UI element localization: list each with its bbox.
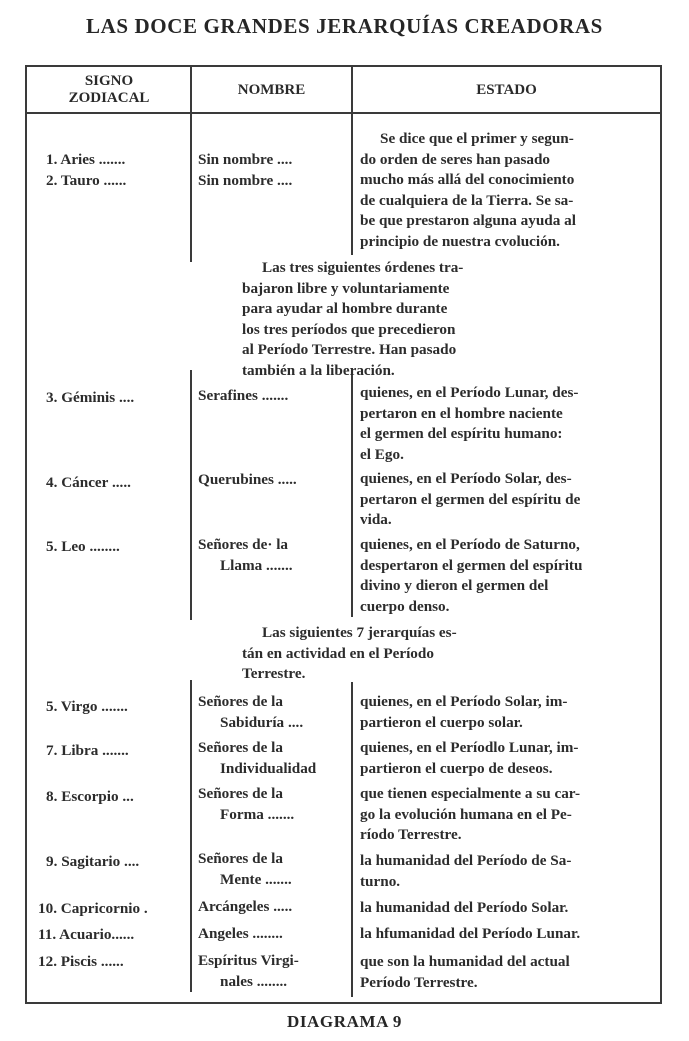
name-acuario bbox=[198, 924, 345, 945]
name-cancer bbox=[198, 470, 345, 491]
sign-acuario: 11. Acuario...... bbox=[38, 926, 135, 943]
state-line: la hfumanidad del Período Lunar. bbox=[360, 925, 581, 942]
state-piscis bbox=[360, 952, 650, 993]
name-line: Mente ....... bbox=[220, 870, 292, 888]
interlude-line: los tres períodos que precedieron bbox=[242, 320, 456, 338]
state-line: la humanidad del Período Solar. bbox=[360, 899, 569, 916]
state-line: de cualquiera de la Tierra. Se sa- bbox=[360, 191, 574, 209]
name-line: Serafines ....... bbox=[198, 387, 289, 404]
interlude-line: Las tres siguientes órdenes tra- bbox=[262, 259, 464, 276]
state-line: quienes, en el Períodlo Lunar, im- bbox=[360, 739, 579, 756]
name-line: Señores de la bbox=[198, 850, 283, 867]
sign-cancer: 4. Cáncer ..... bbox=[46, 474, 131, 491]
name-line: Querubines ..... bbox=[198, 471, 297, 488]
state-line: mucho más allá del conocimiento bbox=[360, 171, 575, 188]
name-line: Señores de la bbox=[198, 785, 283, 802]
state-escorpio bbox=[360, 784, 650, 846]
name-line: Individualidad bbox=[220, 759, 317, 777]
column-divider-1 bbox=[190, 680, 192, 992]
state-line: cuerpo denso. bbox=[360, 597, 450, 615]
name-line: Llama ....... bbox=[220, 556, 293, 574]
table-right-border bbox=[660, 65, 662, 1004]
state-line: quienes, en el Período de Saturno, bbox=[360, 536, 580, 553]
name-line: Señores de la bbox=[198, 693, 283, 710]
name-line: Sabiduría .... bbox=[220, 713, 304, 731]
name-line: Angeles ........ bbox=[198, 925, 283, 942]
header-sign bbox=[28, 73, 190, 107]
state-line: divino y dieron el germen del bbox=[360, 577, 549, 594]
state-libra bbox=[360, 738, 650, 779]
interlude-line: tán en actividad en el Período bbox=[242, 644, 434, 662]
interlude-line: también a la liberación. bbox=[242, 361, 395, 379]
interlude-line: Las siguientes 7 jerarquías es- bbox=[262, 624, 457, 641]
sign-libra: 7. Libra ....... bbox=[46, 742, 129, 759]
column-divider-2 bbox=[351, 682, 353, 997]
sign-piscis: 12. Piscis ...... bbox=[38, 953, 124, 970]
state-cell bbox=[360, 129, 650, 252]
state-line: pertaron en el hombre naciente bbox=[360, 404, 563, 422]
name-capricornio bbox=[198, 897, 345, 918]
state-line: despertaron el germen del espíritu bbox=[360, 556, 583, 574]
name-sagitario bbox=[198, 849, 345, 890]
interlude-line: bajaron libre y voluntariamente bbox=[242, 279, 450, 297]
header-state: ESTADO bbox=[476, 82, 537, 98]
state-line: partieron el cuerpo de deseos. bbox=[360, 759, 553, 777]
state-virgo bbox=[360, 692, 650, 733]
column-divider-2 bbox=[351, 375, 353, 617]
state-line: quienes, en el Período Lunar, des- bbox=[360, 384, 579, 401]
header-sign-line: ZODIACAL bbox=[68, 90, 150, 106]
name-line: Espíritus Virgi- bbox=[198, 952, 299, 969]
state-cancer bbox=[360, 469, 650, 531]
state-line: do orden de seres han pasado bbox=[360, 150, 551, 168]
sign-escorpio: 8. Escorpio ... bbox=[46, 788, 134, 805]
interlude-line: Terrestre. bbox=[242, 665, 306, 682]
interlude-line: para ayudar al hombre durante bbox=[242, 300, 448, 317]
state-line: que tienen especialmente a su car- bbox=[360, 785, 581, 802]
page-title: LAS DOCE GRANDES JERARQUÍAS CREADORAS bbox=[86, 14, 603, 38]
state-line: la humanidad del Período de Sa- bbox=[360, 852, 572, 869]
sign-tauro: 2. Tauro ...... bbox=[46, 171, 127, 189]
state-line: principio de nuestra cvolución. bbox=[360, 232, 560, 250]
sign-leo: 5. Leo ........ bbox=[46, 538, 120, 555]
interlude-text bbox=[242, 258, 532, 381]
name-line: nales ........ bbox=[220, 972, 288, 990]
state-acuario bbox=[360, 924, 650, 945]
state-line: be que prestaron alguna ayuda al bbox=[360, 212, 576, 229]
state-line: go la evolución humana en el Pe- bbox=[360, 805, 572, 823]
state-line: pertaron el germen del espíritu de bbox=[360, 490, 581, 508]
table-top-border bbox=[26, 65, 662, 67]
state-line: quienes, en el Período Solar, des- bbox=[360, 470, 572, 487]
name-line: Señores de· la bbox=[198, 536, 289, 553]
state-line: quienes, en el Período Solar, im- bbox=[360, 693, 568, 710]
state-leo bbox=[360, 535, 650, 617]
state-sagitario bbox=[360, 851, 650, 892]
header-name: NOMBRE bbox=[237, 82, 306, 98]
name-line: Arcángeles ..... bbox=[198, 898, 293, 915]
interlude-line: al Período Terrestre. Han pasado bbox=[242, 341, 457, 358]
name-virgo bbox=[198, 692, 345, 733]
sign-capricornio: 10. Capricornio . bbox=[38, 900, 148, 917]
diagram-caption: DIAGRAMA 9 bbox=[286, 1012, 403, 1031]
name-piscis bbox=[198, 951, 345, 992]
name-line: Señores de la bbox=[198, 739, 283, 756]
sign-virgo: 5. Virgo ....... bbox=[46, 698, 128, 715]
state-line: el Ego. bbox=[360, 445, 404, 463]
state-line: que son la humanidad del actual bbox=[360, 953, 570, 970]
name-libra bbox=[198, 738, 345, 779]
name-cell bbox=[198, 150, 345, 191]
name-escorpio bbox=[198, 784, 345, 825]
header-bottom-border bbox=[26, 112, 662, 114]
header-sign-line: SIGNO bbox=[84, 73, 134, 89]
name-leo bbox=[198, 535, 345, 576]
state-geminis bbox=[360, 383, 650, 465]
state-line: turno. bbox=[360, 872, 401, 890]
state-line: vida. bbox=[360, 511, 392, 528]
table-bottom-border bbox=[26, 1002, 662, 1004]
name-line: Forma ....... bbox=[220, 805, 295, 823]
sign-geminis: 3. Géminis .... bbox=[46, 389, 135, 406]
sign-aries: 1. Aries ....... bbox=[46, 151, 126, 168]
table-left-border bbox=[25, 65, 27, 1004]
state-line: el germen del espíritu humano: bbox=[360, 425, 563, 442]
sign-sagitario: 9. Sagitario .... bbox=[46, 853, 140, 870]
name-geminis bbox=[198, 386, 345, 407]
state-capricornio bbox=[360, 898, 650, 919]
state-line: Período Terrestre. bbox=[360, 973, 478, 991]
interlude-text bbox=[242, 623, 532, 685]
state-line: partieron el cuerpo solar. bbox=[360, 713, 523, 731]
state-line: ríodo Terrestre. bbox=[360, 826, 462, 843]
name-aries: Sin nombre .... bbox=[198, 151, 293, 168]
state-line: Se dice que el primer y segun- bbox=[380, 130, 574, 147]
sign-cell bbox=[46, 150, 196, 191]
name-tauro: Sin nombre .... bbox=[198, 171, 293, 189]
